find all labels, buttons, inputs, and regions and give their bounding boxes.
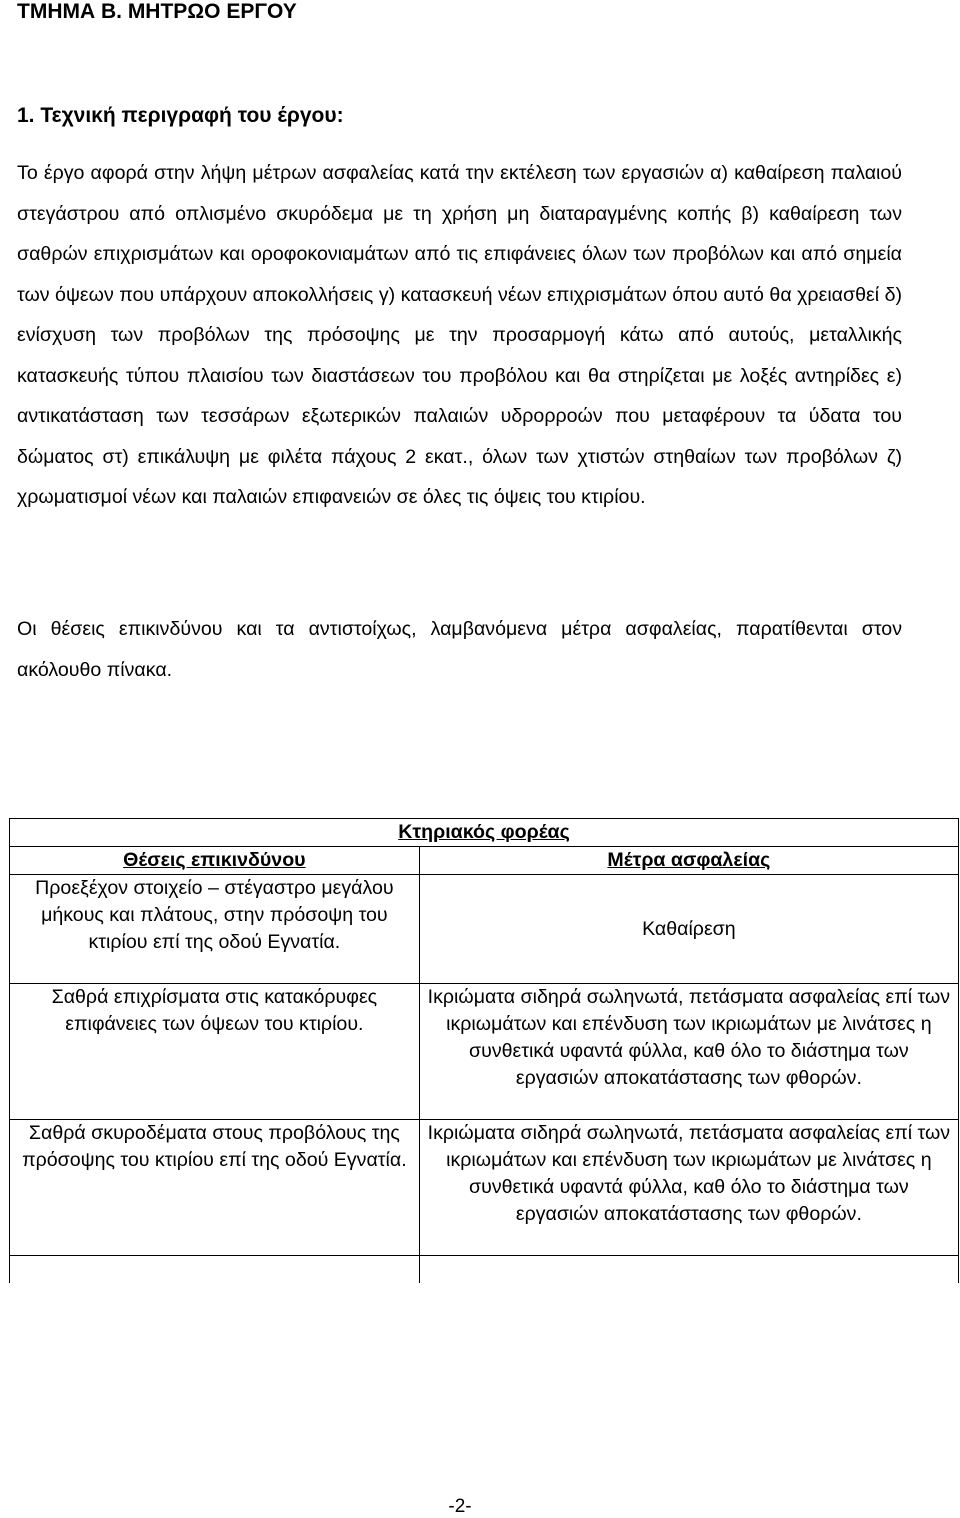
hazards-table [9, 818, 959, 1283]
header-hazards-cell [10, 847, 420, 875]
table-title-row [10, 819, 959, 847]
header-measures: Μέτρα ασφαλείας [607, 849, 771, 871]
table-title: Κτηριακός φορέας [398, 821, 570, 843]
table-empty-row [10, 1256, 959, 1284]
page-number: -2- [448, 1496, 472, 1517]
empty-cell [419, 1256, 958, 1284]
table-intro: Οι θέσεις επικινδύνου και τα αντιστοίχως, λαμβανόμενα μέτρα ασφαλείας, παρατίθενται στον ακόλουθο πίνακα. [17, 618, 902, 681]
header-measures-cell [419, 847, 958, 875]
header-hazards: Θέσεις επικινδύνου [123, 849, 306, 871]
measure-cell: Ικριώματα σιδηρά σωληνωτά, πετάσματα ασφαλείας επί των ικριωμάτων και επένδυση των ικριωμάτων με λινάτσες η συνθετικά υφαντά φύλλα, καθ όλο το διάστημα των εργασιών αποκατάστασης των φθορών. [419, 1120, 958, 1256]
table-row [10, 984, 959, 1120]
table-row [10, 875, 959, 984]
section-heading: 1. Τεχνική περιγραφή του έργου: [17, 104, 344, 127]
page-header: ΤΜΗΜΑ Β. ΜΗΤΡΩΟ ΕΡΓΟΥ [17, 0, 297, 23]
table-row [10, 1120, 959, 1256]
hazard-cell: Σαθρά σκυροδέματα στους προβόλους της πρόσοψης του κτιρίου επί της οδού Εγνατία. [10, 1120, 420, 1256]
hazard-cell: Σαθρά επιχρίσματα στις κατακόρυφες επιφάνειες των όψεων του κτιρίου. [10, 984, 420, 1120]
hazard-cell: Προεξέχον στοιχείο – στέγαστρο μεγάλου μήκους και πλάτους, στην πρόσοψη του κτιρίου επί της οδού Εγνατία. [10, 875, 420, 984]
measure-cell: Καθαίρεση [419, 875, 958, 984]
empty-cell [10, 1256, 420, 1284]
project-description: Το έργο αφορά στην λήψη μέτρων ασφαλείας κατά την εκτέλεση των εργασιών α) καθαίρεση παλαιού στεγάστρου από οπλισμένο σκυρόδεμα με τη χρήση μη διαταραγμένης κοπής β) καθαίρεση των σαθρών επιχρισμάτων και οροφοκονιαμάτων από τις επιφάνειες όλων των προβόλων και από σημεία των όψεων που υπάρχουν αποκολλήσεις γ) κατασκευή νέων επιχρισμάτων όπου αυτό θα χρειασθεί δ) ενίσχυση των προβόλων της πρόσοψης με την προσαρμογή κάτω από αυτούς, μεταλλικής κατασκευής τύπου πλαισίου των διαστάσεων του προβόλου και θα στηρίζεται με λοξές αντηρίδες ε) αντικατάσταση των τεσσάρων εξωτερικών παλαιών υδρορροών που μεταφέρουν τα ύδατα του δώματος στ) επικάλυψη με φιλέτα πάχους 2 εκατ., όλων των χτιστών στηθαίων των προβόλων ζ) χρωματισμοί νέων και παλαιών επιφανειών σε όλες τις όψεις του κτιρίου. [17, 162, 902, 508]
table-header-row [10, 847, 959, 875]
measure-cell: Ικριώματα σιδηρά σωληνωτά, πετάσματα ασφαλείας επί των ικριωμάτων και επένδυση των ικριωμάτων με λινάτσες η συνθετικά υφαντά φύλλα, καθ όλο το διάστημα των εργασιών αποκατάστασης των φθορών. [419, 984, 958, 1120]
table-title-cell [10, 819, 959, 847]
